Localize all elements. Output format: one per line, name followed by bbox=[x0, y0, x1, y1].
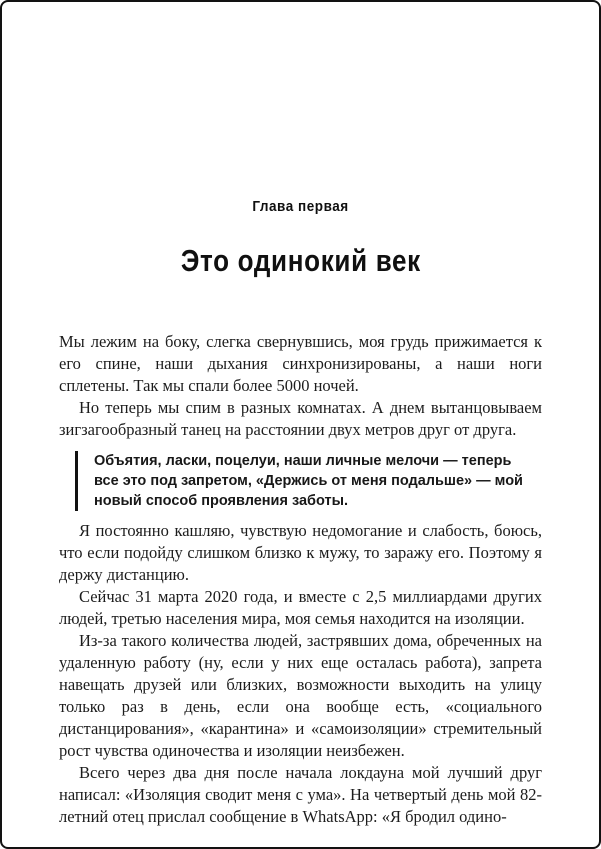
paragraph: Из-за такого количества людей, застрявших дома, обреченных на удаленную работу (ну, если у них еще осталась работа), запрета навещать друзей или близких, возможности выходить на улицу только раз в день, если она вообще есть, «социального дистанцирования», «карантина» и «самоизоляции» стремительный рост чувства одиночества и изоляции неизбежен. bbox=[59, 631, 542, 760]
chapter-title bbox=[59, 242, 542, 279]
paragraph: Всего через два дня после начала локдауна мой лучший друг написал: «Изоляция сводит меня с ума». На четвертый день мой 82-летний отец прислал сообщение в WhatsApp: «Я бродил одино- bbox=[59, 763, 542, 826]
paragraph: Я постоянно кашляю, чувствую недомогание и слабость, боюсь, что если подойду слишком близко к мужу, то заражу его. Поэтому я держу дистанцию. bbox=[59, 521, 542, 584]
paragraph: Но теперь мы спим в разных комнатах. А днем вытанцовываем зигзагообразный танец на расстоянии двух метров друг от друга. bbox=[59, 398, 542, 439]
chapter-title-text: Это одинокий век bbox=[180, 243, 421, 278]
pull-quote bbox=[75, 451, 524, 511]
body-text bbox=[59, 331, 542, 828]
pull-quote-text: Объятия, ласки, поцелуи, наши личные мелочи — теперь все это под запретом, «Держись от меня подальше» — мой новый способ проявления заботы. bbox=[94, 453, 523, 509]
paragraph: Мы лежим на боку, слегка свернувшись, моя грудь прижимается к его спине, наши дыхания синхронизированы, а наши ноги сплетены. Так мы спали более 5000 ночей. bbox=[59, 332, 542, 395]
chapter-label bbox=[59, 198, 542, 216]
paragraph: Сейчас 31 марта 2020 года, и вместе с 2,5 миллиардами других людей, третью населения мира, моя семья находится на изоляции. bbox=[59, 587, 542, 628]
chapter-label-text: Глава первая bbox=[252, 198, 349, 215]
